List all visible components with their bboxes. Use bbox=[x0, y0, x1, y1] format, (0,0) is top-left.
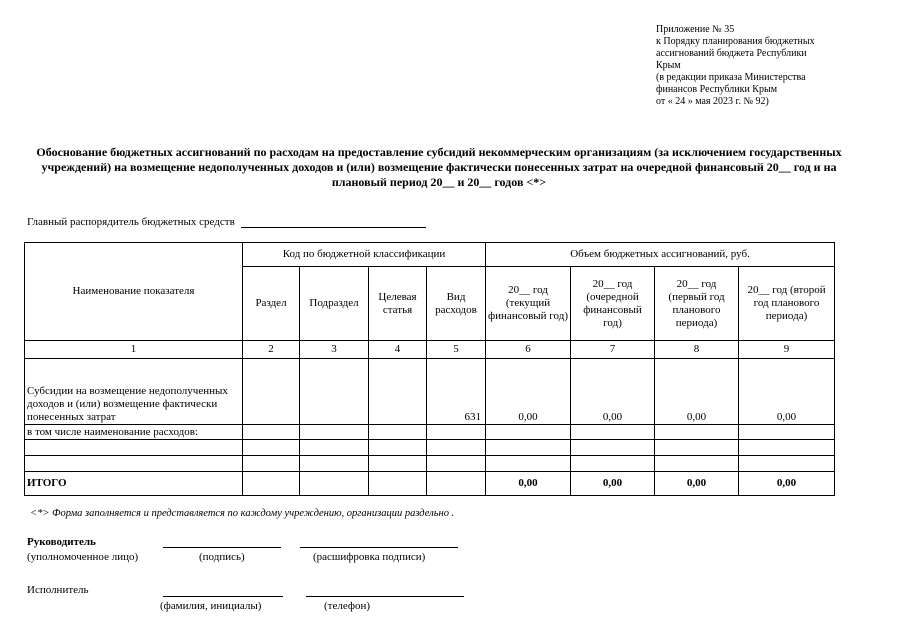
header-year-next: 20__ год (очередной финансовый год) bbox=[571, 267, 655, 341]
header-volume-group: Объем бюджетных ассигнований, руб. bbox=[486, 243, 835, 267]
empty-cell[interactable] bbox=[739, 456, 835, 472]
budget-table bbox=[24, 242, 835, 496]
empty-cell[interactable] bbox=[486, 425, 571, 440]
header-year-plan2: 20__ год (второй год планового периода) bbox=[739, 267, 835, 341]
header-name: Наименование показателя bbox=[25, 243, 243, 341]
empty-cell[interactable] bbox=[571, 456, 655, 472]
empty-cell[interactable] bbox=[243, 456, 300, 472]
cell-value[interactable]: 0,00 bbox=[739, 359, 835, 425]
table-row-empty bbox=[25, 456, 835, 472]
fio-caption: (фамилия, инициалы) bbox=[160, 600, 262, 612]
table-row-empty bbox=[25, 440, 835, 456]
decoding-line[interactable] bbox=[300, 547, 458, 548]
empty-cell bbox=[243, 472, 300, 496]
column-numbers-row bbox=[25, 341, 835, 359]
empty-cell[interactable] bbox=[300, 440, 369, 456]
main-manager-row bbox=[27, 216, 426, 228]
col-number: 4 bbox=[369, 341, 427, 359]
table-row-including bbox=[25, 425, 835, 440]
signature-caption: (подпись) bbox=[199, 551, 245, 563]
empty-cell[interactable] bbox=[739, 425, 835, 440]
total-value: 0,00 bbox=[739, 472, 835, 496]
table-row-total bbox=[25, 472, 835, 496]
appendix-line: (в редакции приказа Министерства bbox=[656, 72, 806, 83]
appendix-line: к Порядку планирования бюджетных bbox=[656, 36, 815, 47]
table-row-subsidy bbox=[25, 359, 835, 425]
col-number: 2 bbox=[243, 341, 300, 359]
empty-cell[interactable] bbox=[300, 425, 369, 440]
col-number: 7 bbox=[571, 341, 655, 359]
empty-cell bbox=[369, 472, 427, 496]
cell-section[interactable] bbox=[243, 359, 300, 425]
appendix-line: финансов Республики Крым bbox=[656, 84, 778, 95]
empty-cell[interactable] bbox=[25, 440, 243, 456]
col-number: 5 bbox=[427, 341, 486, 359]
empty-cell[interactable] bbox=[486, 440, 571, 456]
empty-cell[interactable] bbox=[25, 456, 243, 472]
header-subsection: Подраздел bbox=[300, 267, 369, 341]
empty-cell[interactable] bbox=[369, 440, 427, 456]
empty-cell[interactable] bbox=[571, 440, 655, 456]
empty-cell[interactable] bbox=[739, 440, 835, 456]
header-code-group: Код по бюджетной классификации bbox=[243, 243, 486, 267]
empty-cell[interactable] bbox=[655, 425, 739, 440]
total-value: 0,00 bbox=[486, 472, 571, 496]
col-number: 1 bbox=[25, 341, 243, 359]
cell-kind[interactable]: 631 bbox=[427, 359, 486, 425]
empty-cell[interactable] bbox=[243, 425, 300, 440]
empty-cell[interactable] bbox=[369, 425, 427, 440]
appendix-note bbox=[656, 24, 896, 108]
row-name-total: ИТОГО bbox=[25, 472, 243, 496]
document-title: Обоснование бюджетных ассигнований по расходам на предоставление субсидий некоммерческим организациям (за исключением государственных учреждений) на возмещение недополученных доходов и (или) возмещение фактически понесенных затрат на очередной финансовый 20__ год и на плановый период 20__ и 20__ годов <*> bbox=[36, 145, 842, 189]
appendix-line: Приложение № 35 bbox=[656, 24, 735, 35]
empty-cell[interactable] bbox=[427, 456, 486, 472]
cell-subsection[interactable] bbox=[300, 359, 369, 425]
executor-label: Исполнитель bbox=[27, 584, 89, 596]
main-manager-label: Главный распорядитель бюджетных средств bbox=[27, 216, 235, 228]
fio-line[interactable] bbox=[163, 596, 283, 597]
head-label: Руководитель bbox=[27, 536, 96, 548]
col-number: 3 bbox=[300, 341, 369, 359]
phone-caption: (телефон) bbox=[324, 600, 371, 612]
empty-cell[interactable] bbox=[486, 456, 571, 472]
empty-cell[interactable] bbox=[427, 440, 486, 456]
empty-cell[interactable] bbox=[243, 440, 300, 456]
col-number: 6 bbox=[486, 341, 571, 359]
appendix-line: Крым bbox=[656, 60, 681, 71]
total-value: 0,00 bbox=[571, 472, 655, 496]
col-number: 8 bbox=[655, 341, 739, 359]
empty-cell[interactable] bbox=[571, 425, 655, 440]
row-name: в том числе наименование расходов: bbox=[25, 425, 243, 440]
header-year-plan1: 20__ год (первый год планового периода) bbox=[655, 267, 739, 341]
empty-cell[interactable] bbox=[655, 440, 739, 456]
cell-value[interactable]: 0,00 bbox=[486, 359, 571, 425]
header-target: Целевая статья bbox=[369, 267, 427, 341]
row-name: Субсидии на возмещение недополученных доходов и (или) возмещение фактически понесенных затрат bbox=[25, 359, 243, 425]
signature-line[interactable] bbox=[163, 547, 281, 548]
cell-value[interactable]: 0,00 bbox=[571, 359, 655, 425]
head-role: (уполномоченное лицо) bbox=[27, 551, 139, 563]
cell-value[interactable]: 0,00 bbox=[655, 359, 739, 425]
empty-cell bbox=[427, 472, 486, 496]
appendix-line: ассигнований бюджета Республики bbox=[656, 48, 807, 59]
header-section: Раздел bbox=[243, 267, 300, 341]
empty-cell[interactable] bbox=[655, 456, 739, 472]
phone-line[interactable] bbox=[306, 596, 464, 597]
empty-cell[interactable] bbox=[369, 456, 427, 472]
cell-target[interactable] bbox=[369, 359, 427, 425]
decoding-caption: (расшифровка подписи) bbox=[313, 551, 426, 563]
empty-cell[interactable] bbox=[427, 425, 486, 440]
footnote: <*> Форма заполняется и представляется по каждому учреждению, организации раздельно . bbox=[30, 508, 455, 519]
header-kind: Вид расходов bbox=[427, 267, 486, 341]
appendix-line: от « 24 » мая 2023 г. № 92) bbox=[656, 96, 769, 107]
col-number: 9 bbox=[739, 341, 835, 359]
empty-cell[interactable] bbox=[300, 456, 369, 472]
header-year-current: 20__ год (текущий финансовый год) bbox=[486, 267, 571, 341]
main-manager-field[interactable] bbox=[241, 217, 426, 228]
empty-cell bbox=[300, 472, 369, 496]
total-value: 0,00 bbox=[655, 472, 739, 496]
